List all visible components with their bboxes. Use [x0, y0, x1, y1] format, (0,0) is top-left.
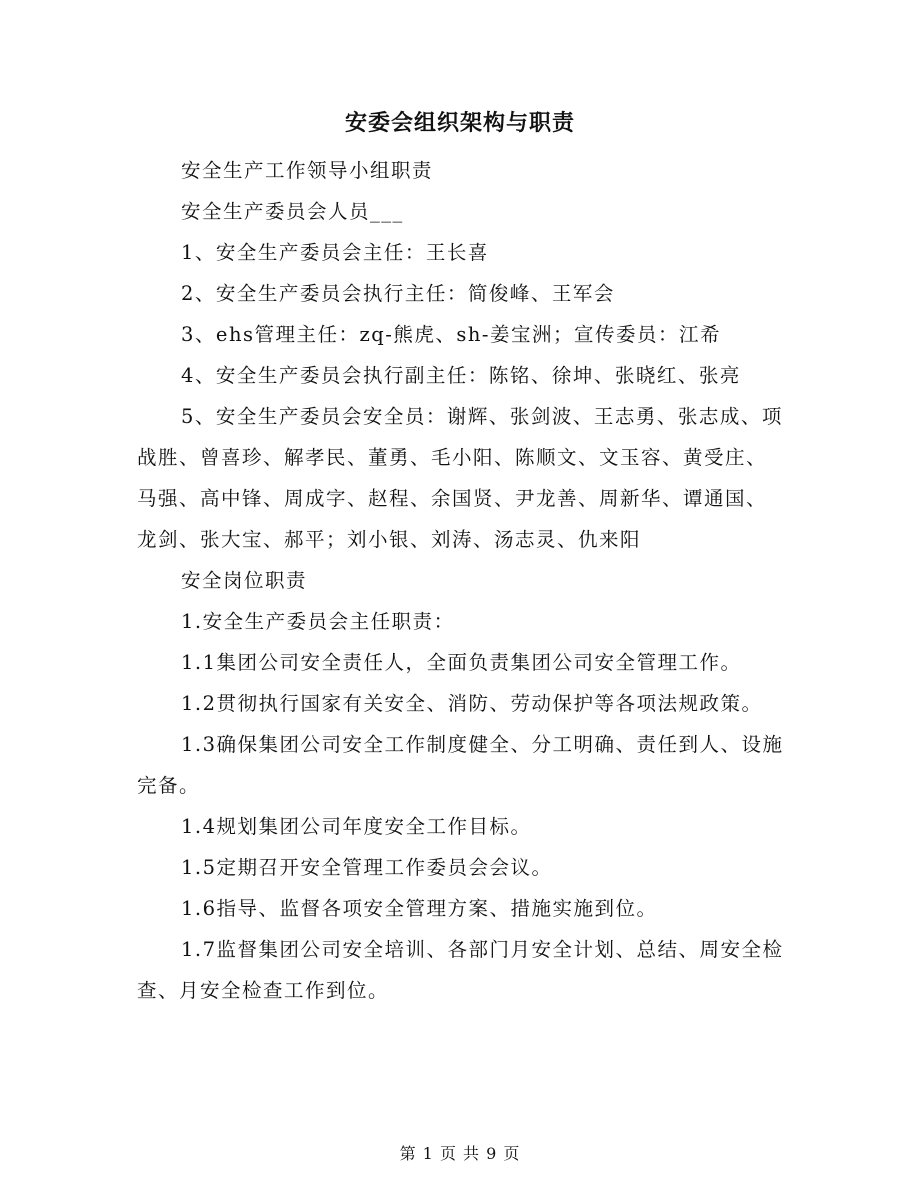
paragraph: 1.4规划集团公司年度安全工作目标。 — [181, 815, 532, 838]
paragraph: 1.5定期召开安全管理工作委员会会议。 — [181, 856, 553, 879]
document-body — [137, 150, 787, 1011]
paragraph: 1.安全生产委员会主任职责： — [181, 610, 455, 633]
paragraph: 1.6指导、监督各项安全管理方案、措施实施到位。 — [181, 897, 658, 920]
document-title: 安委会组织架构与职责 — [344, 111, 575, 136]
paragraph: 安全生产委员会人员___ — [181, 200, 404, 223]
paragraph: 2、安全生产委员会执行主任：简俊峰、王军会 — [181, 282, 615, 305]
paragraph: 1.3确保集团公司安全工作制度健全、分工明确、责任到人、设施完备。 — [137, 733, 784, 797]
paragraph: 1.2贯彻执行国家有关安全、消防、劳动保护等各项法规政策。 — [181, 692, 763, 715]
paragraph: 5、安全生产委员会安全员：谢辉、张剑波、王志勇、张志成、项战胜、曾喜珍、解孝民、董勇、毛小阳、陈顺文、文玉容、黄受庄、马强、高中锋、周成字、赵程、余国贤、尹龙善、周新华、谭通国、龙剑、张大宝、郝平；刘小银、刘涛、汤志灵、仇来阳 — [137, 405, 783, 551]
paragraph: 安全生产工作领导小组职责 — [181, 159, 434, 182]
paragraph: 4、安全生产委员会执行副主任：陈铭、徐坤、张晓红、张亮 — [181, 364, 741, 387]
paragraph: 1.1集团公司安全责任人，全面负责集团公司安全管理工作。 — [181, 651, 742, 674]
paragraph: 1.7监督集团公司安全培训、各部门月安全计划、总结、周安全检查、月安全检查工作到位。 — [137, 938, 784, 1002]
paragraph: 3、ehs管理主任：zq-熊虎、sh-姜宝洲；宣传委员：江希 — [181, 323, 722, 346]
paragraph: 1、安全生产委员会主任：王长喜 — [181, 241, 489, 264]
paragraph: 安全岗位职责 — [181, 569, 308, 592]
page-footer: 第 1 页 共 9 页 — [399, 1144, 521, 1163]
